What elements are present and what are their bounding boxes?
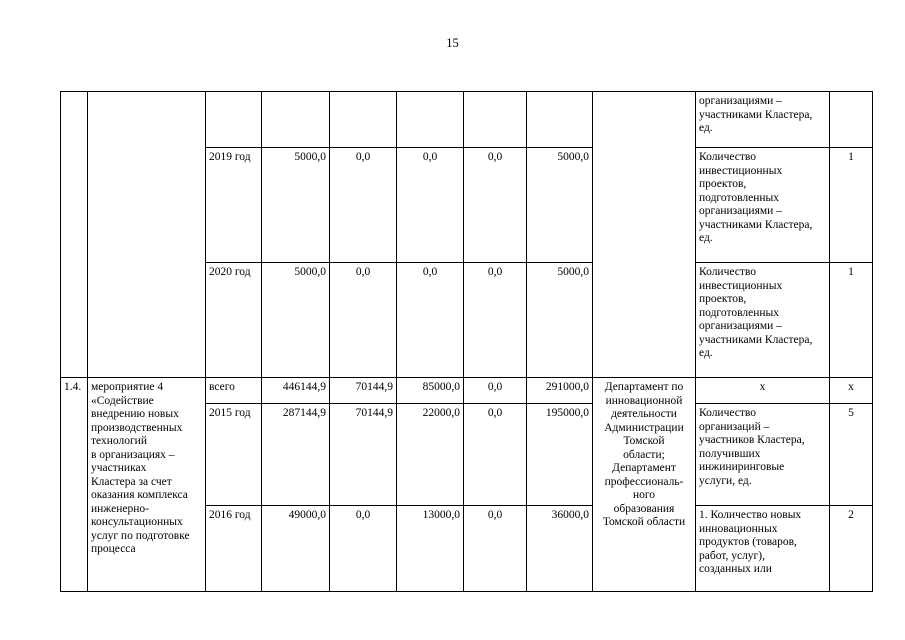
indicator-cell	[696, 506, 830, 592]
total-cell: 5000,0	[262, 148, 330, 263]
total-cell: 49000,0	[262, 506, 330, 592]
funding-c-cell	[464, 92, 527, 148]
indicator-value-cell: 2	[830, 506, 873, 592]
funding-d-cell: 36000,0	[527, 506, 593, 592]
funding-c-cell: 0,0	[464, 378, 527, 404]
number-cell: 1.4.	[61, 378, 88, 592]
period-cell	[206, 92, 262, 148]
indicator-cell	[696, 263, 830, 378]
funding-c-cell: 0,0	[464, 148, 527, 263]
indicator-value-cell: 1	[830, 148, 873, 263]
measure-name-cell	[88, 378, 206, 592]
page-number: 15	[446, 36, 459, 50]
funding-b-cell: 0,0	[397, 263, 464, 378]
funding-d-cell: 291000,0	[527, 378, 593, 404]
indicator-cell	[696, 92, 830, 148]
executor-cell	[593, 92, 696, 378]
indicator-value-cell: 1	[830, 263, 873, 378]
funding-d-cell: 195000,0	[527, 404, 593, 506]
funding-d-cell: 5000,0	[527, 148, 593, 263]
total-cell	[262, 92, 330, 148]
executor-text: Департамент по инновационной деятельности Администрации Томской области; Департамент профессиональ- ного образования Томской области	[602, 381, 686, 528]
executor-cell	[593, 378, 696, 592]
indicator-text: организациями – участниками Кластера, ед.	[699, 95, 813, 134]
indicator-cell: х	[696, 378, 830, 404]
funding-c-cell: 0,0	[464, 506, 527, 592]
funding-b-cell	[397, 92, 464, 148]
period-cell: 2016 год	[206, 506, 262, 592]
period-cell: 2019 год	[206, 148, 262, 263]
indicator-text: Количество инвестиционных проектов, подготовленных организациями – участниками Кластера, ед.	[699, 266, 813, 359]
indicator-cell	[696, 404, 830, 506]
indicator-value-cell	[830, 92, 873, 148]
period-cell: всего	[206, 378, 262, 404]
funding-c-cell: 0,0	[464, 404, 527, 506]
funding-d-cell	[527, 92, 593, 148]
funding-d-cell: 5000,0	[527, 263, 593, 378]
indicator-text: Количество инвестиционных проектов, подготовленных организациями – участниками Кластера, ед.	[699, 151, 813, 244]
funding-b-cell: 22000,0	[397, 404, 464, 506]
table-row	[61, 92, 873, 148]
funding-b-cell: 85000,0	[397, 378, 464, 404]
funding-b-cell: 0,0	[397, 148, 464, 263]
indicator-value-cell: х	[830, 378, 873, 404]
funding-a-cell: 70144,9	[330, 404, 397, 506]
funding-a-cell	[330, 92, 397, 148]
number-cell	[61, 92, 88, 378]
total-cell: 5000,0	[262, 263, 330, 378]
period-cell: 2015 год	[206, 404, 262, 506]
measure-name-text: мероприятие 4 «Содействие внедрению новых производственных технологий в организациях – участниках Кластера за счет оказания комплекса инженерно- консультационных услуг по подготовке процесса	[91, 381, 190, 555]
program-measures-table	[60, 91, 873, 592]
funding-a-cell: 0,0	[330, 263, 397, 378]
period-cell: 2020 год	[206, 263, 262, 378]
total-cell: 446144,9	[262, 378, 330, 404]
indicator-text: Количество организаций – участников Кластера, получивших инжиниринговые услуги, ед.	[699, 407, 805, 487]
funding-a-cell: 70144,9	[330, 378, 397, 404]
funding-b-cell: 13000,0	[397, 506, 464, 592]
indicator-cell	[696, 148, 830, 263]
total-cell: 287144,9	[262, 404, 330, 506]
funding-a-cell: 0,0	[330, 148, 397, 263]
measure-name-cell	[88, 92, 206, 378]
funding-a-cell: 0,0	[330, 506, 397, 592]
funding-c-cell: 0,0	[464, 263, 527, 378]
indicator-value-cell: 5	[830, 404, 873, 506]
indicator-text: 1. Количество новых инновационных продуктов (товаров, работ, услуг), созданных или	[699, 509, 802, 575]
table-row	[61, 378, 873, 404]
